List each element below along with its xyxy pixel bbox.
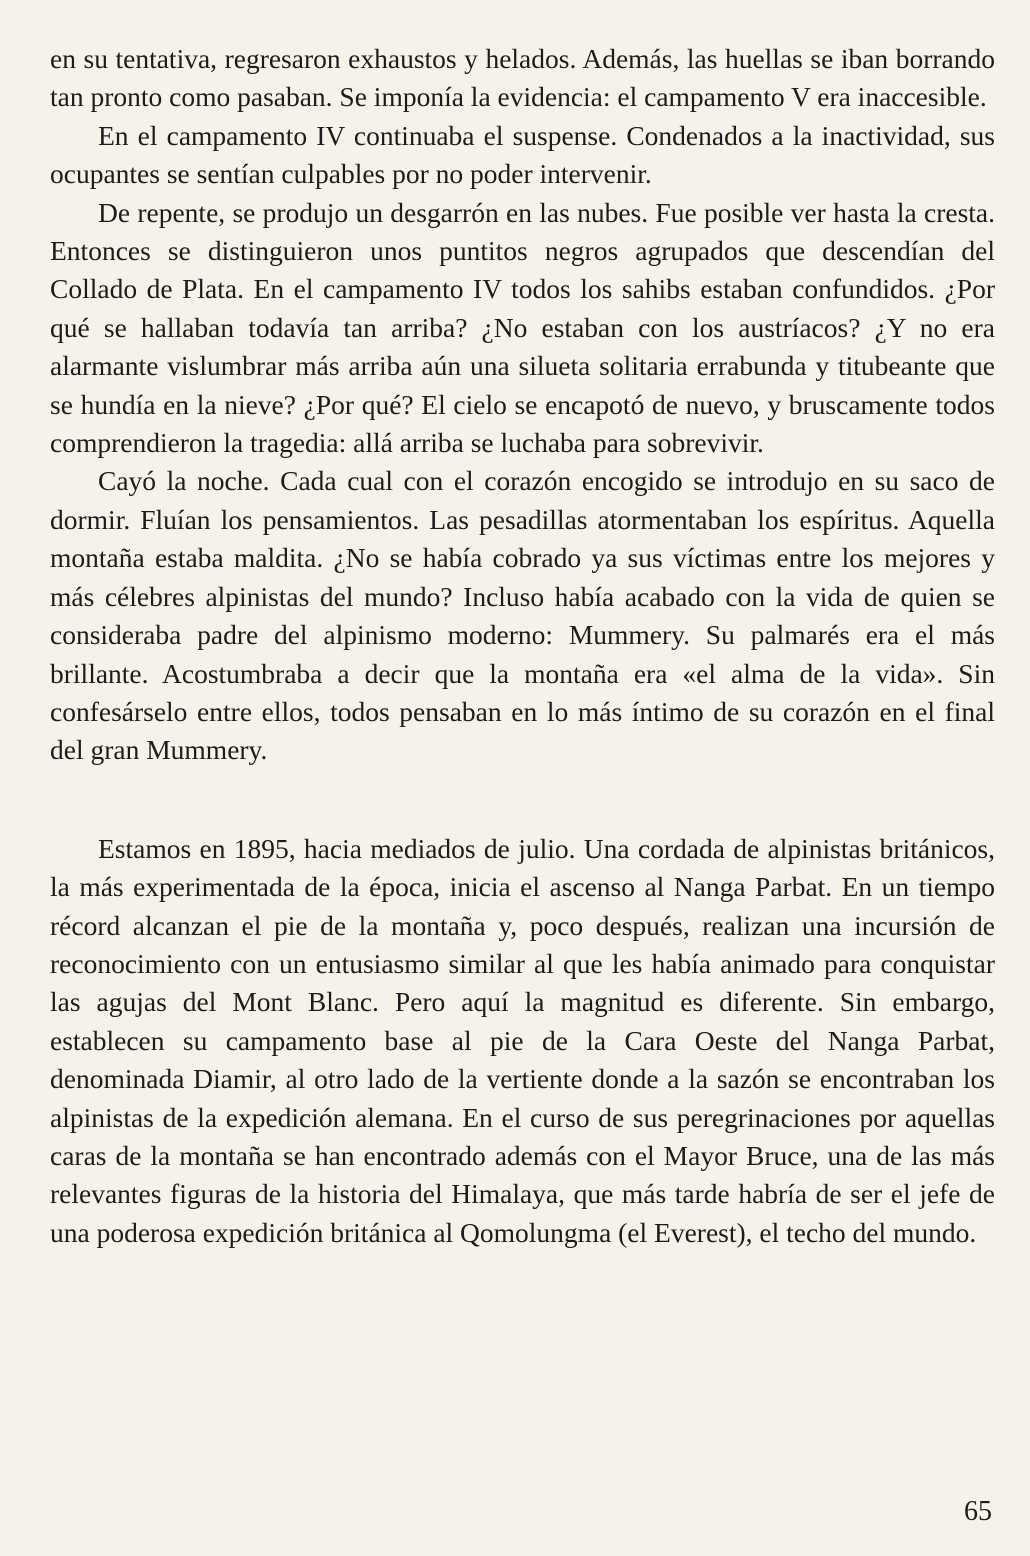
section-break xyxy=(50,770,995,830)
paragraph-cayo-la-noche: Cayó la noche. Cada cual con el corazón encogido se introdujo en su saco de dormir. Fluían los pensamientos. Las pesadillas atormentaban los espíritus. Aquella montaña estaba maldita. ¿No se había cobrado ya sus víctimas entre los mejores y más célebres alpinistas del mundo? Incluso había acabado con la vida de quien se consideraba padre del alpinismo moderno: Mummery. Su palmarés era el más brillante. Acostumbraba a decir que la montaña era «el alma de la vida». Sin confesárselo entre ellos, todos pensaban en lo más íntimo de su corazón en el final del gran Mummery. xyxy=(50,465,995,766)
page-body xyxy=(50,40,995,1252)
paragraph-1895: Estamos en 1895, hacia mediados de julio. Una cordada de alpinistas británicos, la más experimentada de la época, inicia el ascenso al Nanga Parbat. En un tiempo récord alcanzan el pie de la montaña y, poco después, realizan una incursión de reconocimiento con un entusiasmo similar al que les había animado para conquistar las agujas del Mont Blanc. Pero aquí la magnitud es diferente. Sin embargo, establecen su campamento base al pie de la Cara Oeste del Nanga Parbat, denominada Diamir, al otro lado de la vertiente donde a la sazón se encontraban los alpinistas de la expedición alemana. En el curso de sus peregrinaciones por aquellas caras de la montaña se han encontrado además con el Mayor Bruce, una de las más relevantes figuras de la historia del Himalaya, que más tarde habría de ser el jefe de una poderosa expedición británica al Qomolungma (el Everest), el techo del mundo. xyxy=(50,832,995,1248)
paragraph-campamento-iv: En el campamento IV continuaba el suspense. Condenados a la inactividad, sus ocupantes se sentían culpables por no poder intervenir. xyxy=(50,119,995,190)
paragraph-desgarron: De repente, se produjo un desgarrón en las nubes. Fue posible ver hasta la cresta. Entonces se distinguieron unos puntitos negros agrupados que descendían del Collado de Plata. En el campamento IV todos los sahibs estaban confundidos. ¿Por qué se hallaban todavía tan arriba? ¿No estaban con los austríacos? ¿Y no era alarmante vislumbrar más arriba aún una silueta solitaria errabunda y titubeante que se hundía en la nieve? ¿Por qué? El cielo se encapotó de nuevo, y bruscamente todos comprendieron la tragedia: allá arriba se luchaba para sobrevivir. xyxy=(50,196,995,459)
paragraph-continued: en su tentativa, regresaron exhaustos y helados. Además, las huellas se iban borrando tan pronto como pasaban. Se imponía la evidencia: el campamento V era inaccesible. xyxy=(50,43,995,113)
page-number: 65 xyxy=(964,1496,992,1527)
